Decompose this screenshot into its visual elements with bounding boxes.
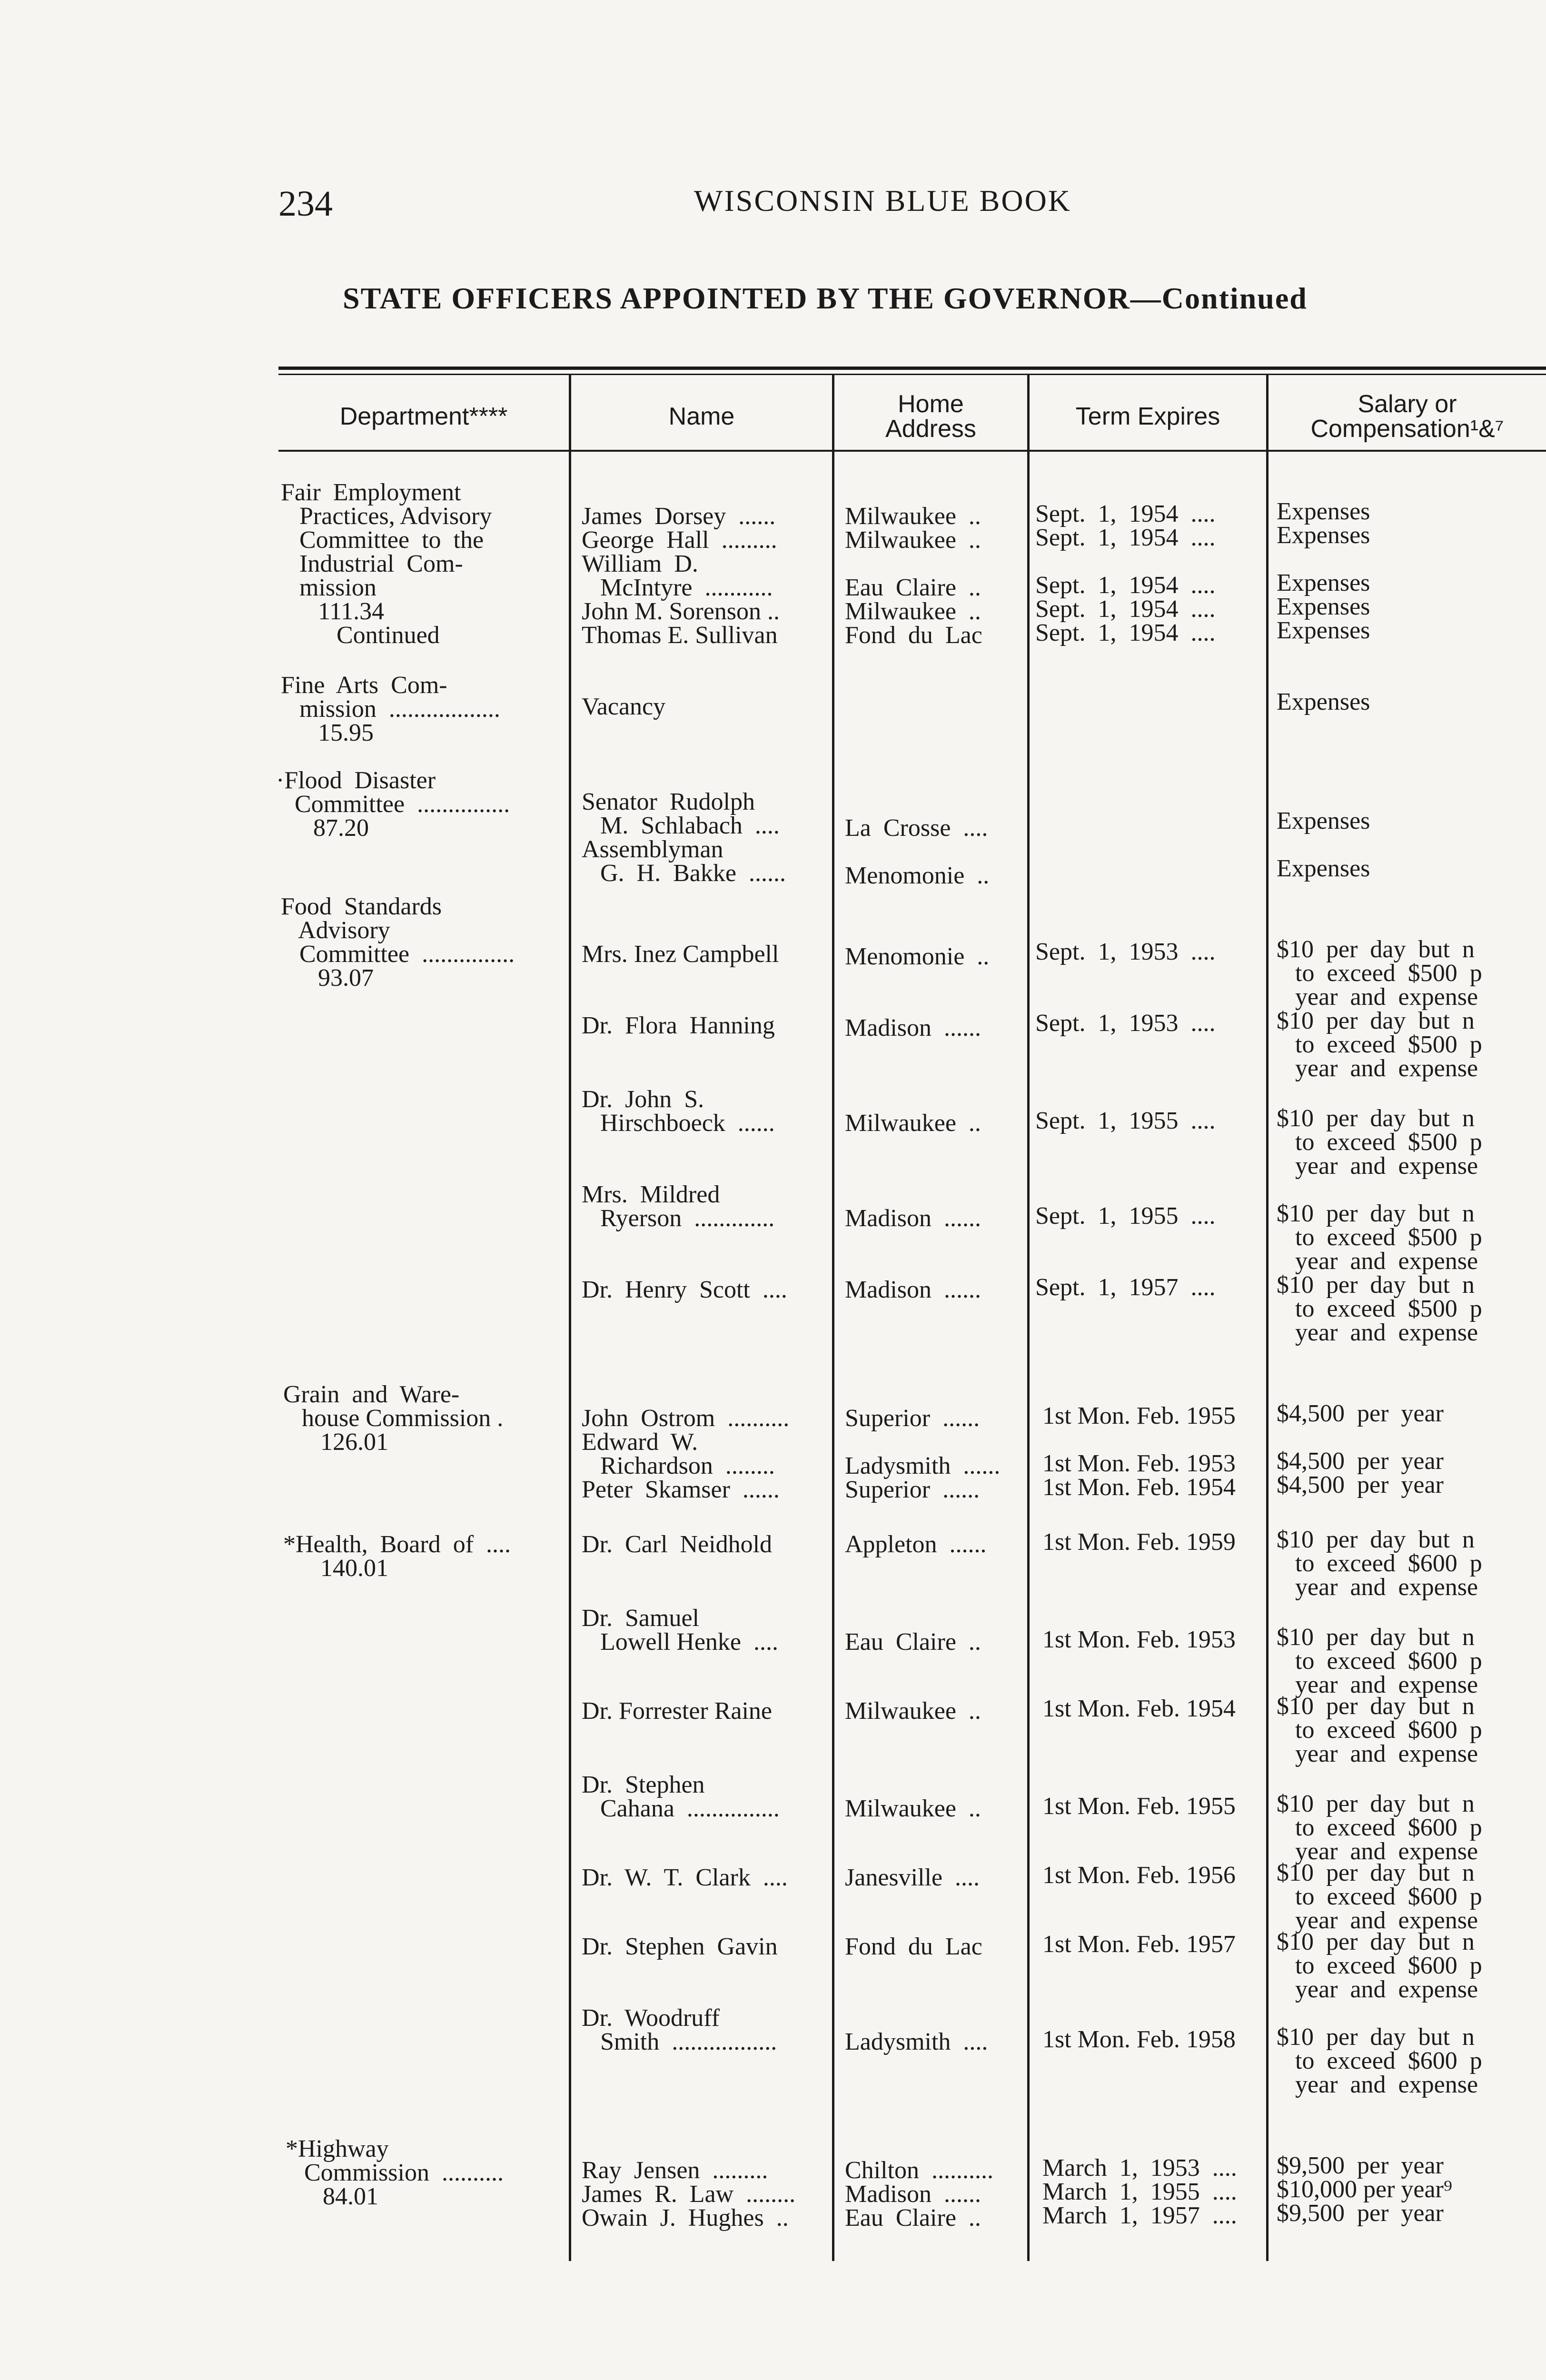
- page-number: 234: [278, 184, 333, 224]
- term-cell: Sept. 1, 1955 ....: [1035, 1202, 1216, 1230]
- name-cell: Dr. Henry Scott ....: [582, 1276, 787, 1303]
- address-cell: Superior ......: [845, 1405, 980, 1432]
- department-cell: ·Flood Disaster Committee ............... 87.20: [276, 767, 510, 842]
- name-cell: James Dorsey ......: [582, 503, 776, 530]
- salary-cell: $4,500 per year: [1277, 1448, 1444, 1475]
- page-header: [278, 183, 1546, 226]
- name-cell: Dr. Woodruff Smith .................: [582, 2004, 777, 2055]
- name-cell: James R. Law ........: [582, 2181, 796, 2208]
- term-cell: 1st Mon. Feb. 1953: [1042, 1626, 1236, 1653]
- term-cell: 1st Mon. Feb. 1955: [1042, 1402, 1236, 1429]
- term-cell: 1st Mon. Feb. 1959: [1042, 1528, 1236, 1556]
- salary-cell: Expenses: [1277, 498, 1370, 525]
- name-cell: Thomas E. Sullivan: [582, 622, 778, 649]
- address-cell: Milwaukee ..: [845, 503, 981, 530]
- address-cell: Eau Claire ..: [845, 2204, 981, 2231]
- name-cell: Mrs. Inez Campbell: [582, 941, 779, 968]
- salary-cell: $10 per day but n to exceed $600 p year and expense: [1277, 1859, 1482, 1934]
- department-cell: Grain and Ware- house Commission . 126.01: [283, 1381, 504, 1456]
- salary-cell: $10 per day but n to exceed $500 p year and expense: [1277, 1200, 1482, 1275]
- address-cell: Milwaukee ..: [845, 1110, 981, 1137]
- address-cell: Menomonie ..: [845, 943, 990, 970]
- salary-cell: Expenses: [1277, 688, 1370, 715]
- address-cell: Menomonie ..: [845, 862, 990, 889]
- salary-cell: $9,500 per year: [1277, 2152, 1444, 2179]
- salary-cell: Expenses: [1277, 617, 1370, 644]
- name-cell: Dr. Forrester Raine: [582, 1697, 773, 1725]
- column-header-term-expires: Term Expires: [1075, 403, 1220, 430]
- term-cell: Sept. 1, 1954 ....: [1035, 572, 1216, 599]
- salary-cell: Expenses: [1277, 593, 1370, 620]
- term-cell: Sept. 1, 1953 ....: [1035, 1010, 1216, 1037]
- salary-cell: $4,500 per year: [1277, 1400, 1444, 1427]
- name-cell: Dr. W. T. Clark ....: [582, 1864, 788, 1891]
- address-cell: Eau Claire ..: [845, 574, 981, 601]
- salary-cell: $9,500 per year: [1277, 2200, 1444, 2227]
- address-cell: Superior ......: [845, 1476, 980, 1503]
- term-cell: Sept. 1, 1954 ....: [1035, 595, 1216, 623]
- salary-cell: $10 per day but n to exceed $500 p year and expense: [1277, 1105, 1482, 1180]
- name-cell: Edward W. Richardson ........: [582, 1428, 775, 1479]
- address-cell: Madison ......: [845, 2181, 981, 2208]
- salary-cell: Expenses: [1277, 807, 1370, 834]
- column-header-home-address: Home Address: [885, 390, 976, 443]
- salary-cell: Expenses: [1277, 855, 1370, 882]
- department-cell: Food Standards Advisory Committee ............... 93.07: [281, 893, 515, 992]
- department-cell: *Health, Board of .... 140.01: [283, 1531, 511, 1582]
- name-cell: Dr. Flora Hanning: [582, 1012, 775, 1039]
- department-cell: Fair Employment Practices, Advisory Committee to the Industrial Com- mission 111.34 Continued: [281, 479, 492, 649]
- term-cell: 1st Mon. Feb. 1956: [1042, 1862, 1236, 1889]
- term-cell: Sept. 1, 1953 ....: [1035, 938, 1216, 965]
- address-cell: Janesville ....: [845, 1864, 980, 1891]
- term-cell: March 1, 1955 ....: [1042, 2178, 1237, 2205]
- salary-cell: $10 per day but n to exceed $600 p year and expense: [1277, 1790, 1482, 1865]
- table-top-rule: [278, 367, 1546, 370]
- address-cell: Fond du Lac: [845, 1933, 982, 1960]
- salary-cell: Expenses: [1277, 522, 1370, 549]
- column-divider: [832, 374, 834, 2261]
- column-header-department: Department****: [339, 403, 508, 430]
- salary-cell: $10 per day but n to exceed $600 p year and expense: [1277, 1526, 1482, 1601]
- salary-cell: $10 per day but n to exceed $600 p year and expense: [1277, 1693, 1482, 1767]
- term-cell: Sept. 1, 1957 ....: [1035, 1274, 1216, 1301]
- name-cell: Assemblyman G. H. Bakke ......: [582, 836, 786, 887]
- name-cell: Ray Jensen .........: [582, 2157, 768, 2184]
- term-cell: Sept. 1, 1954 ....: [1035, 524, 1216, 551]
- address-cell: Fond du Lac: [845, 622, 982, 649]
- department-cell: *Highway Commission .......... 84.01: [286, 2135, 504, 2210]
- column-divider: [1027, 374, 1030, 2261]
- term-cell: 1st Mon. Feb. 1954: [1042, 1474, 1236, 1501]
- address-cell: Milwaukee ..: [845, 1795, 981, 1822]
- name-cell: Peter Skamser ......: [582, 1476, 780, 1503]
- name-cell: Dr. Stephen Gavin: [582, 1933, 778, 1960]
- salary-cell: $10 per day but n to exceed $600 p year and expense: [1277, 1928, 1482, 2003]
- address-cell: Ladysmith ......: [845, 1452, 1001, 1479]
- term-cell: Sept. 1, 1954 ....: [1035, 619, 1216, 646]
- salary-cell: $4,500 per year: [1277, 1471, 1444, 1498]
- name-cell: Owain J. Hughes ..: [582, 2204, 789, 2231]
- name-cell: John Ostrom ..........: [582, 1405, 790, 1432]
- salary-cell: $10 per day but n to exceed $600 p year and expense: [1277, 2023, 1482, 2098]
- name-cell: Senator Rudolph M. Schlabach ....: [582, 788, 780, 839]
- table-top-rule-thin: [278, 374, 1546, 375]
- department-cell: Fine Arts Com- mission .................. 15.95: [281, 672, 500, 746]
- salary-cell: $10 per day but n to exceed $500 p year and expense: [1277, 1271, 1482, 1346]
- name-cell: Dr. Carl Neidhold: [582, 1531, 773, 1558]
- address-cell: Milwaukee ..: [845, 598, 981, 625]
- name-cell: William D. McIntyre ...........: [582, 550, 773, 601]
- section-title: STATE OFFICERS APPOINTED BY THE GOVERNOR—Continued: [343, 281, 1308, 315]
- address-cell: La Crosse ....: [845, 814, 988, 842]
- name-cell: Mrs. Mildred Ryerson .............: [582, 1181, 775, 1232]
- column-header-name: Name: [668, 403, 735, 430]
- salary-cell: $10,000 per year⁹: [1277, 2176, 1453, 2203]
- name-cell: Vacancy: [582, 693, 666, 720]
- address-cell: Eau Claire ..: [845, 1628, 981, 1656]
- address-cell: Madison ......: [845, 1014, 981, 1041]
- address-cell: Madison ......: [845, 1276, 981, 1303]
- salary-cell: $10 per day but n to exceed $600 p year and expense: [1277, 1624, 1482, 1698]
- name-cell: Dr. Stephen Cahana ...............: [582, 1771, 780, 1822]
- term-cell: March 1, 1953 ....: [1042, 2154, 1237, 2182]
- address-cell: Appleton ......: [845, 1531, 987, 1558]
- name-cell: Dr. Samuel Lowell Henke ....: [582, 1605, 779, 1656]
- term-cell: 1st Mon. Feb. 1957: [1042, 1931, 1236, 1958]
- term-cell: March 1, 1957 ....: [1042, 2202, 1237, 2229]
- address-cell: Milwaukee ..: [845, 1697, 981, 1725]
- column-header-salary: Salary or Compensation¹&⁷: [1310, 390, 1504, 443]
- term-cell: 1st Mon. Feb. 1953: [1042, 1450, 1236, 1477]
- name-cell: John M. Sorenson ..: [582, 598, 780, 625]
- salary-cell: $10 per day but n to exceed $500 p year and expense: [1277, 936, 1482, 1011]
- term-cell: Sept. 1, 1955 ....: [1035, 1107, 1216, 1134]
- address-cell: Milwaukee ..: [845, 526, 981, 554]
- address-cell: Ladysmith ....: [845, 2028, 988, 2055]
- column-divider: [569, 374, 571, 2261]
- name-cell: Dr. John S. Hirschboeck ......: [582, 1086, 775, 1137]
- column-divider: [1266, 374, 1269, 2261]
- running-title: WISCONSIN BLUE BOOK: [694, 184, 1071, 218]
- name-cell: George Hall .........: [582, 526, 777, 554]
- salary-cell: $10 per day but n to exceed $500 p year and expense: [1277, 1007, 1482, 1082]
- term-cell: 1st Mon. Feb. 1958: [1042, 2026, 1236, 2053]
- address-cell: Madison ......: [845, 1205, 981, 1232]
- term-cell: 1st Mon. Feb. 1955: [1042, 1793, 1236, 1820]
- salary-cell: Expenses: [1277, 569, 1370, 596]
- term-cell: Sept. 1, 1954 ....: [1035, 500, 1216, 527]
- address-cell: Chilton ..........: [845, 2157, 994, 2184]
- term-cell: 1st Mon. Feb. 1954: [1042, 1695, 1236, 1722]
